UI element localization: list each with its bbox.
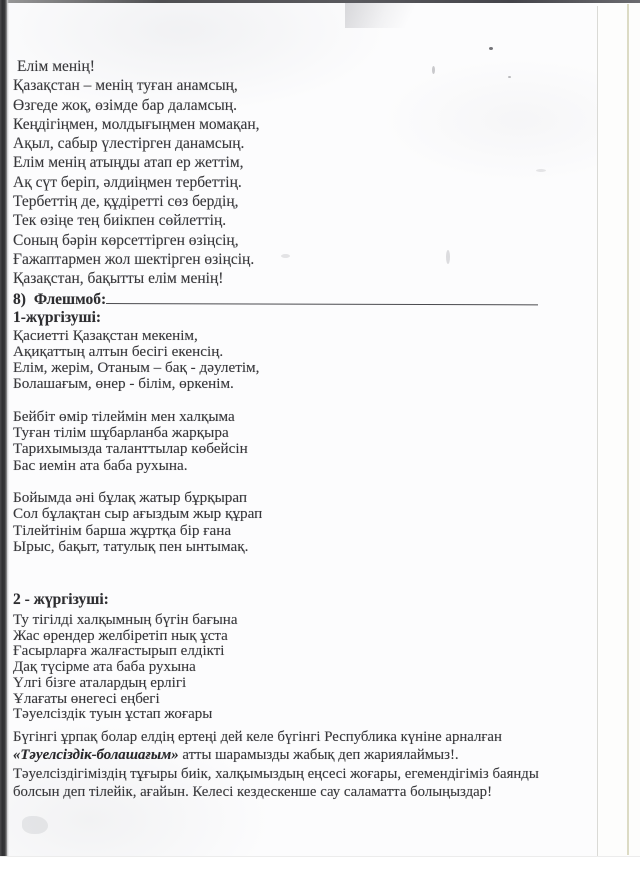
host2-heading: 2 - жүргізуші: bbox=[13, 591, 109, 609]
scanner-margin bbox=[598, 3, 640, 856]
agenda-item-title: Флешмоб: bbox=[33, 290, 107, 308]
poem-line: Ұлағаты өнегесі еңбегі bbox=[13, 690, 160, 707]
closing-line: Тәуелсіздігіміздің тұғыры биік, халқымыздың еңсесі жоғары, егемендігіміз баянды bbox=[13, 765, 539, 782]
closing-line-text: атты шарамызды жабық деп жариялаймыз!. bbox=[178, 747, 459, 764]
poem-line: Дақ түсірме ата баба рухына bbox=[13, 659, 196, 676]
poem-line: Туған тілім шұбарланба жарқыра bbox=[13, 424, 229, 442]
poem-line: Тәуелсіздік туын ұстап жоғары bbox=[13, 706, 213, 723]
poem-line: Ту тігілді халқымның бүгін бағына bbox=[13, 612, 238, 629]
paper-right-edge bbox=[597, 6, 598, 856]
poem-line: Жас өрендер желбіретіп нық ұста bbox=[13, 627, 228, 644]
host1-stanza-2 bbox=[13, 409, 588, 474]
poem-line: Ғасырларға жалғастырып елдікті bbox=[13, 643, 225, 660]
scan-edge-left-shadow bbox=[7, 0, 9, 856]
poem-line: Бейбіт өмір тілеймін мен халқыма bbox=[13, 408, 235, 426]
poem-line: Тек өзіңе тең биікпен сөйлеттің. bbox=[13, 212, 227, 230]
event-name-highlight: «Тәуелсіздік-болашағым» bbox=[13, 747, 179, 764]
poem-title: Елім менің! bbox=[17, 58, 95, 75]
poem-line: Ақыл, сабыр үлестірген данамсың. bbox=[13, 135, 245, 153]
host1-stanza-3 bbox=[13, 490, 588, 555]
poem-line: Ырыс, бақыт, татулық пен ынтымақ. bbox=[13, 537, 249, 555]
poem-line: Өзгеде жоқ, өзімде бар даламсың. bbox=[13, 96, 237, 114]
poem-lines bbox=[13, 76, 588, 288]
scan-edge-top bbox=[0, 0, 640, 3]
scan-edge-left bbox=[0, 0, 7, 856]
scanner-right-edge bbox=[627, 4, 629, 855]
poem-line: Тербеттің де, құдіретті сөз бердің, bbox=[13, 193, 239, 211]
closing-line bbox=[13, 746, 588, 764]
dust-speck bbox=[489, 47, 493, 50]
poem-line: Елім, жерім, Отаным – бақ - дәулетім, bbox=[13, 359, 260, 377]
host2-verse bbox=[13, 613, 588, 723]
poem-line: Кеңдігіңмен, молдығыңмен момақан, bbox=[13, 115, 260, 133]
poem-line: Бас иемін ата баба рухына. bbox=[13, 456, 188, 474]
poem-line: Қасиетті Қазақстан мекенім, bbox=[13, 326, 198, 344]
agenda-item-number: 8) bbox=[13, 290, 26, 308]
fill-in-blank-line bbox=[106, 289, 538, 305]
poem-line: Ақ сүт беріп, әлдиіңмен тербеттің. bbox=[13, 173, 242, 191]
intro-poem bbox=[13, 57, 588, 309]
host1-stanza-1 bbox=[13, 328, 588, 393]
host1-heading: 1-жүргізуші: bbox=[13, 308, 102, 326]
poem-line: Бойымда әні бұлақ жатыр бұрқырап bbox=[13, 489, 248, 507]
poem-line: Ғажаптармен жол шектірген өзіңсің. bbox=[13, 250, 255, 268]
closing-line: Бүгінгі ұрпақ болар елдің ертеңі дей келе бүгінгі Республика күніне арналған bbox=[13, 729, 502, 745]
poem-line: Сол бұлақтан сыр ағыздым жыр құрап bbox=[13, 505, 263, 523]
closing-paragraph bbox=[13, 728, 588, 801]
poem-line: Қазақстан, бақытты елім менің! bbox=[13, 270, 224, 288]
poem-line: Ақиқаттың алтын бесігі екенсің. bbox=[13, 343, 224, 361]
poem-line: Тілейтінім барша жұртқа бір ғана bbox=[13, 521, 232, 539]
agenda-item-8 bbox=[13, 289, 588, 309]
poem-line: Елім менің атыңды атап ер жеттім, bbox=[13, 154, 244, 172]
document-text bbox=[13, 57, 588, 801]
poem-line: Тарихымызда таланттылар көбейсін bbox=[13, 440, 248, 458]
poem-line: Үлгі бізге аталардың ерлігі bbox=[13, 674, 187, 691]
dust-smudge bbox=[22, 816, 48, 834]
poem-line: Болашағым, өнер - білім, өркенім. bbox=[13, 375, 234, 393]
paper-crease bbox=[345, 2, 445, 28]
poem-line: Қазақстан – менің туған анамсың, bbox=[13, 77, 238, 95]
closing-line: болсын деп тілейік, ағайын. Келесі кездескенше сау саламатта болыңыздар! bbox=[13, 783, 493, 800]
poem-line: Соның бәрін көрсеттірген өзіңсің, bbox=[13, 231, 239, 249]
